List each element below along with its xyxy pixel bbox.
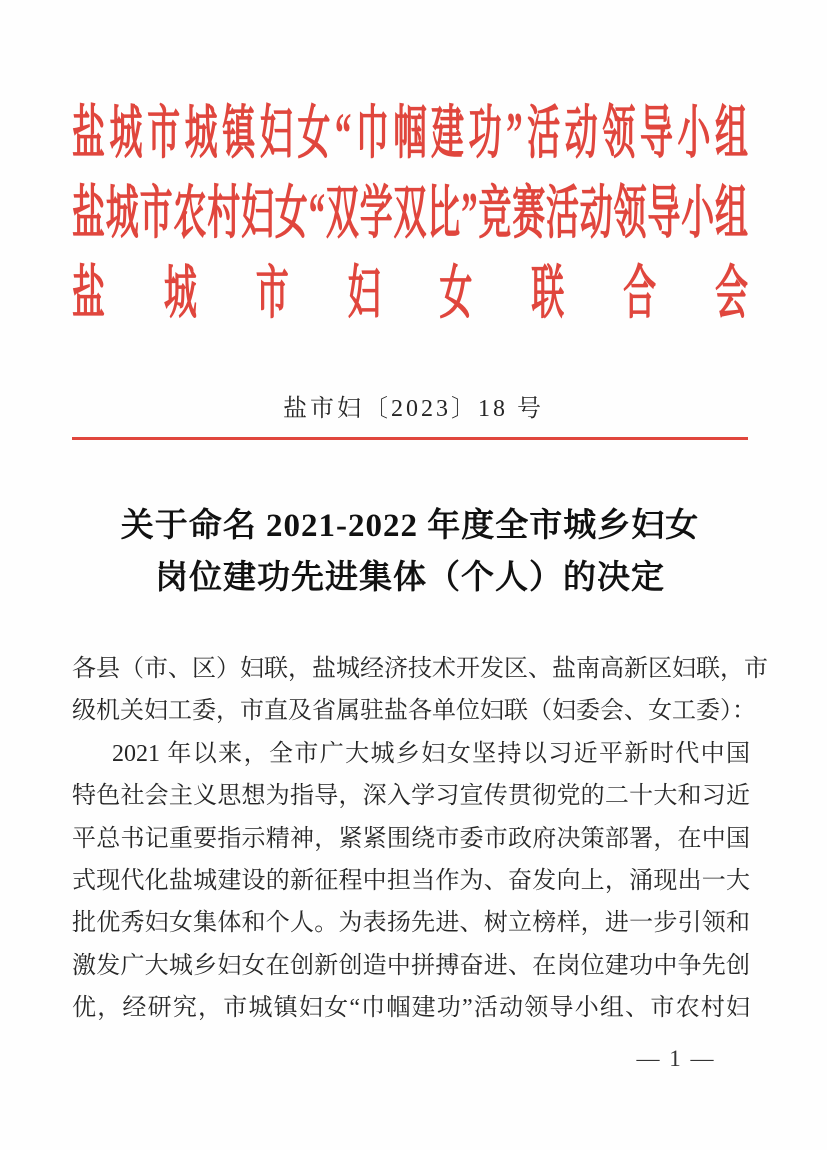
document-title-line-2: 岗位建功先进集体（个人）的决定	[155, 560, 665, 596]
body-line: 平总书记重要指示精神，紧紧围绕市委市政府决策部署，在中国	[72, 825, 750, 852]
body-line-salutation-1: 各县（市、区）妇联，盐城经济技术开发区、盐南高新区妇联，市	[72, 656, 768, 682]
document-title-line-1: 关于命名 2021-2022 年度全市城乡妇女	[120, 508, 700, 544]
document-number: 盐市妇〔2023〕18 号	[283, 396, 544, 422]
body-line: 激发广大城乡妇女在创新创造中拼搏奋进、在岗位建功中争先创	[72, 952, 750, 979]
page-number: — 1 —	[636, 1046, 716, 1071]
letterhead	[72, 95, 748, 335]
body-line-salutation-2: 级机关妇工委，市直及省属驻盐各单位妇联（妇委会、女工委）：	[72, 698, 756, 725]
body-line: 式现代化盐城建设的新征程中担当作为、奋发向上，涌现出一大	[72, 867, 750, 894]
body-line: 优，经研究，市城镇妇女“巾帼建功”活动领导小组、市农村妇	[72, 995, 750, 1022]
letterhead-line-1: 盐城市城镇妇女“巾帼建功”活动领导小组	[72, 103, 748, 167]
letterhead-line-3: 盐城市妇女联合会	[72, 263, 748, 327]
body-line: 批优秀妇女集体和个人。为表扬先进、树立榜样，进一步引领和	[72, 910, 750, 937]
red-divider-rule	[72, 437, 748, 440]
body-line: 特色社会主义思想为指导，深入学习宣传贯彻党的二十大和习近	[72, 783, 750, 810]
document-title	[72, 500, 748, 604]
body-line-paragraph-start: 2021 年以来，全市广大城乡妇女坚持以习近平新时代中国	[112, 740, 750, 767]
letterhead-line-2: 盐城市农村妇女“双学双比”竞赛活动领导小组	[72, 183, 748, 247]
document-body	[72, 648, 768, 1030]
